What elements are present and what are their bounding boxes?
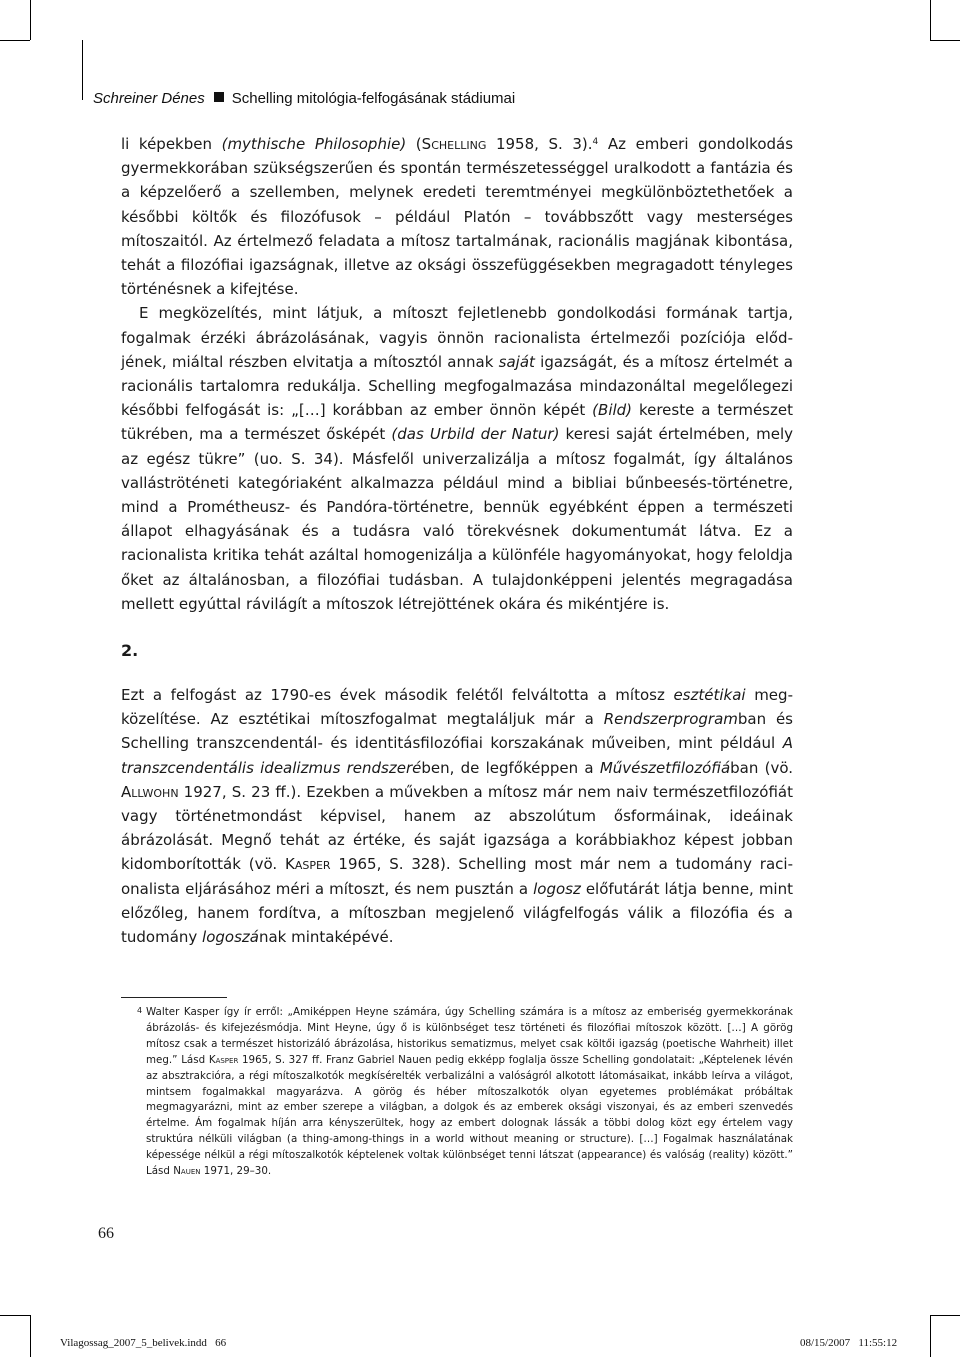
paragraph <box>121 683 793 949</box>
crop-mark <box>930 40 960 41</box>
crop-mark <box>0 1315 30 1316</box>
header-title: Schelling mitológia-felfogásának stádiumai <box>231 90 516 107</box>
paragraph <box>121 132 793 301</box>
citation-name: Nauen <box>173 1165 201 1178</box>
text: ban és Schelling transzcendentál- és identitásfilozófiai korszakának műveiben, mint például <box>121 710 793 753</box>
citation-name: Kasper <box>208 1053 239 1066</box>
text: li képekben <box>121 135 222 153</box>
text: Ezt a felfogást az 1790-es évek második felétől felváltotta a mítosz <box>121 686 674 704</box>
text: ( <box>406 135 422 153</box>
text: 1927, S. 23 ff.). Ezekben a művekben a mítosz már nem naiv természetfilozófiát vagy történetmondást képvisel, hanem az abszolútum ősformáinak, ideáinak ábrázolását. Megnő tehát az értéke, és saját igazsága a korábbiakhoz képest jobban kidomborították (vö. <box>121 782 793 874</box>
italic-text: (das Urbild der Natur) <box>391 425 560 444</box>
section-body <box>121 683 793 949</box>
italic-text: saját <box>498 352 535 371</box>
page-number: 66 <box>98 1225 114 1242</box>
footnote-rule <box>121 997 227 998</box>
italic-text: Rendszerprogram <box>603 710 738 729</box>
section-number: 2. <box>121 641 139 660</box>
text: keresi saját értelmében, mely az egész tükre” (uo. S. 34). Másfelől univerzalizálja a mítosz fogalmát, így általános valláströténeti kategóriaként alkalmazza például mind a bibliai bűnbeesés-történetre, mind a Prométheusz- és Pandóra-történetre, bennük egyébként éppen a természeti állapot elhagyásának és a tudásra való törekvésnek dokumentumát látva. Ez a racionalista kritika tehát azáltal homogenizálja a különféle hagyományokat, hogy feloldja őket az általánosban, a filozófiai tudásban. A tulajdonképpeni jelentés megragadása mellett egyúttal rávilágít a mítoszok létrejöttének okára és mikéntjére is. <box>121 425 793 613</box>
text: megközelítése. Az esztétikai mítoszfogalmat megtaláljuk már a <box>121 686 793 729</box>
crop-mark <box>930 1315 931 1357</box>
paragraph <box>121 301 793 616</box>
text: nak mintaképévé. <box>258 928 394 947</box>
footnote-ref[interactable]: 4 <box>592 137 599 147</box>
text: 1965, S. 327 ff. Franz Gabriel Nauen pedig ekképp foglalja össze Schelling gondolatait: „Képtelenek lévén az absztrakcióra, a régi mítoszalkotók megkísérelték verbalizálni a valóságról alkotott látomásaikat, inkább leírva a világot, mintsem fogalmakkal magyarázva. A görög és héber mítoszalkotók olyan egyetemes problémákat próbáltak megmagyarázni, mint az ember szerepe a világban, a dolgok és az emberek oksági viszonyai, és az emberi szenvedés értelme. Ám fogalmak híján arra kényszerültek, hogy az embert dolognak lássák a többi dolog közt egy értelem vagy struktúra nélküli világban (a thing-among-things in a world without meaning or structure). […] Fogalmak használatának képessége nélkül a régi mítoszalkotók képtelenek voltak különbséget tenni látszat (appearance) és valóság (reality) között.” Lásd <box>146 1053 793 1178</box>
running-header <box>93 90 793 107</box>
text: előfutárát látja benne, mint előzőleg, hanem fordítva, a mítoszban megjelenő világfelfogás válik a filozófia és a tudomány <box>121 879 793 947</box>
text: ben, de legfőképpen a <box>421 758 600 777</box>
crop-mark <box>30 0 31 40</box>
italic-text: Művészetfilozófiá <box>599 758 731 777</box>
text: Az emberi gondolkodás gyermekkorában szükségszerűen és spontán természetességgel uralkodott a fantázia és a képzelőerő a szellemben, melynek eredeti teremtményei megkülönböztethetőek a későbbi költők és filozófusok – például Platón – továbbszőtt vagy mesterséges mítoszaitól. Az értelmező feladata a mítosz tartalmának, racionális magjának kibontása, tehát a filozófiai igazságnak, illetve az oksági összefüggésekben megragadott tényleges történésnek a kifejtése. <box>121 135 794 299</box>
text: 1958, S. 3). <box>486 135 593 153</box>
text: igazságát, és a mítosz értelmét a racionális tartalomra redukálja. Schelling megfogalmazása mindazonáltal megelőlegezi későbbi felfogását is: „[…] korábban az ember önnön képét <box>121 352 793 420</box>
crop-mark <box>930 1315 960 1316</box>
body-text <box>121 132 793 616</box>
square-bullet-icon <box>214 92 224 102</box>
text: 1965, S. 328). Schelling most már nem a tudomány racionalista eljárásához méri a mítoszt, és nem pusztán a <box>121 855 793 898</box>
slug-filename: Vilagossag_2007_5_belivek.indd 66 <box>60 1337 227 1349</box>
citation-name: Schelling <box>421 135 487 153</box>
italic-text: esztétikai <box>673 686 746 704</box>
italic-text: (Bild) <box>592 401 633 420</box>
header-author: Schreiner Dénes <box>93 90 205 107</box>
crop-mark <box>82 40 83 100</box>
text: E megközelítés, mint látjuk, a mítoszt fejletlenebb gondolkodási formának tartja, fogalmak érzéki ábrázolásának, vagyis önnön racionalista értelmezői pozíciója elődjének, miáltal részben elvitatja a mítosztól annak <box>121 304 793 371</box>
text: kereste a természet tükrében, ma a természet ősképét <box>121 401 793 444</box>
crop-mark <box>30 1315 31 1357</box>
citation-name: Allwohn <box>121 782 179 801</box>
citation-name: Kasper <box>285 855 331 874</box>
text: ban (vö. <box>730 758 794 777</box>
text: Walter Kasper így ír erről: „Amiképpen Heyne számára, úgy Schelling számára is a mítosz az emberiség gyermekkorának ábrázolás- és kifejezésmódja. Mint Heyne, úgy ő is különbséget tesz történeti és filozófiai mítoszok között. […] A görög mítosz csak a természet historizáló ábrázolása, historikus sematizmus, melyet csak költői igazság (poetische Wahrheit) illet meg.” Lásd <box>146 1006 793 1066</box>
italic-text: (mythische Philosophie) <box>221 135 407 153</box>
footnote-mark: 4 <box>137 1006 143 1015</box>
slug-datetime: 08/15/2007 11:55:12 <box>800 1337 898 1349</box>
italic-text: logosz <box>533 879 581 898</box>
text: 1971, 29–30. <box>200 1165 272 1178</box>
crop-mark <box>930 0 931 40</box>
crop-mark <box>0 40 30 41</box>
footnote <box>137 1005 793 1180</box>
italic-text: A transzcendentális idealizmus rendszeré <box>121 734 793 777</box>
italic-text: logoszá <box>202 928 259 947</box>
